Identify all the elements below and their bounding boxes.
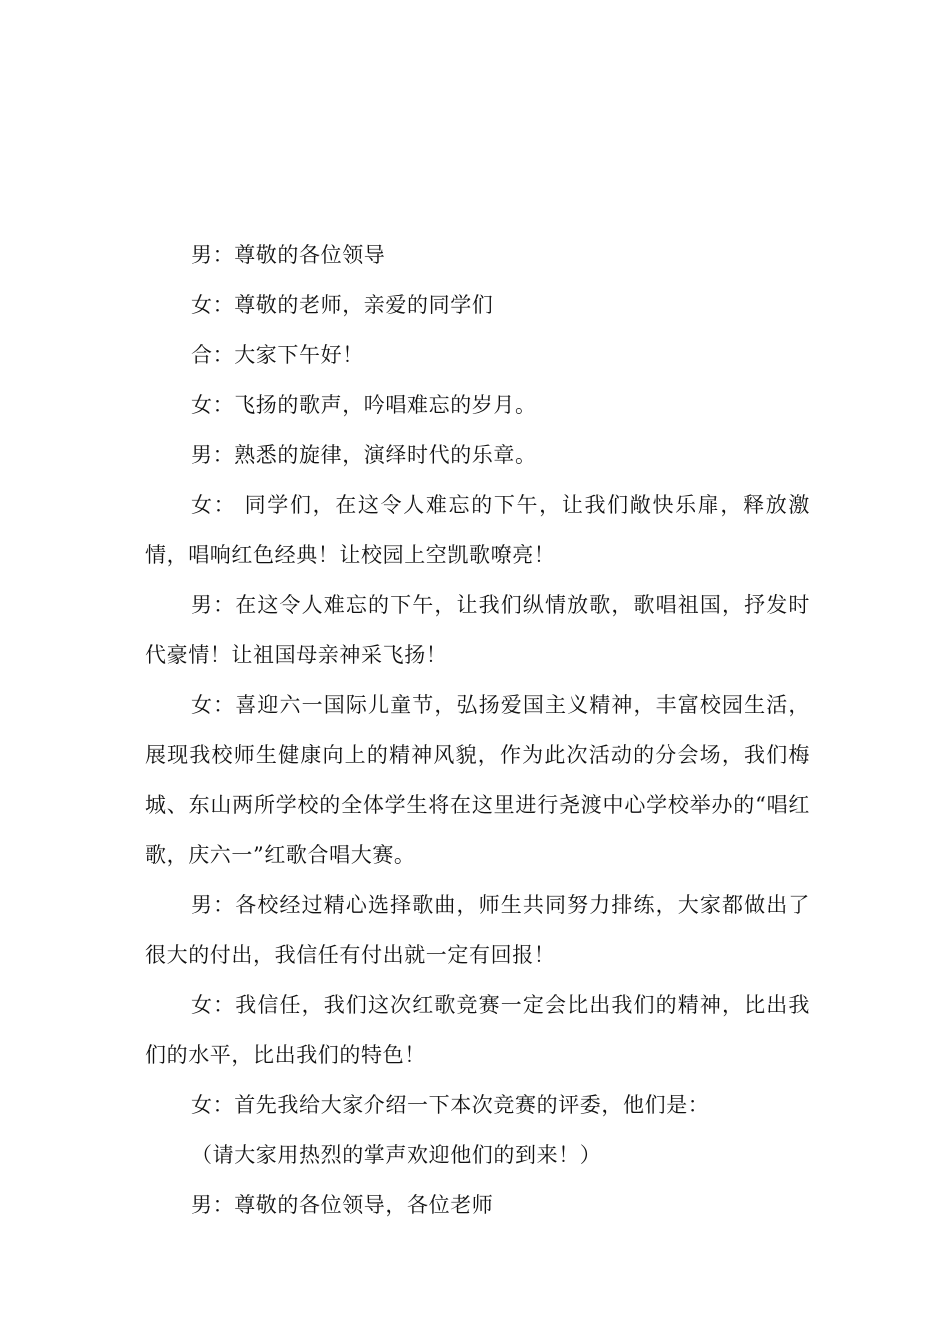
paragraph-line-8: 女：喜迎六一国际儿童节，弘扬爱国主义精神，丰富校园生活，展现我校师生健康向上的精神风貌，作为此次活动的分会场，我们梅城、东山两所学校的全体学生将在这里进行尧渡中心学校举办的“唱红歌，庆六一”红歌合唱大赛。 [145,693,810,867]
paragraph-line-9: 男：各校经过精心选择歌曲，师生共同努力排练，大家都做出了很大的付出，我信任有付出就一定有回报！ [145,893,810,967]
paragraph-line-7: 男：在这令人难忘的下午，让我们纵情放歌，歌唱祖国，抒发时代豪情！让祖国母亲神采飞扬！ [145,593,810,667]
paragraph-line-10: 女：我信任，我们这次红歌竞赛一定会比出我们的精神，比出我们的水平，比出我们的特色！ [145,993,810,1067]
paragraph-greeting-together: 合：大家下午好！ [191,343,364,367]
paragraph-closing: 男：尊敬的各位领导，各位老师 [191,1193,494,1217]
paragraph-judges-intro: 女：首先我给大家介绍一下本次竞赛的评委，他们是： [191,1093,710,1117]
paragraph-line-6: 女： 同学们，在这令人难忘的下午，让我们敞快乐扉，释放激情，唱响红色经典！让校园上空凯歌嘹亮！ [145,493,810,567]
paragraph-applause-note: （请大家用热烈的掌声欢迎他们的到来！） [191,1143,602,1167]
paragraph-line-4: 女：飞扬的歌声，吟唱难忘的岁月。 [191,393,537,417]
paragraph-line-5: 男：熟悉的旋律，演绎时代的乐章。 [191,443,537,467]
paragraph-greeting-male: 男：尊敬的各位领导 [191,243,386,267]
document-body [145,230,810,1230]
paragraph-greeting-female: 女：尊敬的老师，亲爱的同学们 [191,293,494,317]
